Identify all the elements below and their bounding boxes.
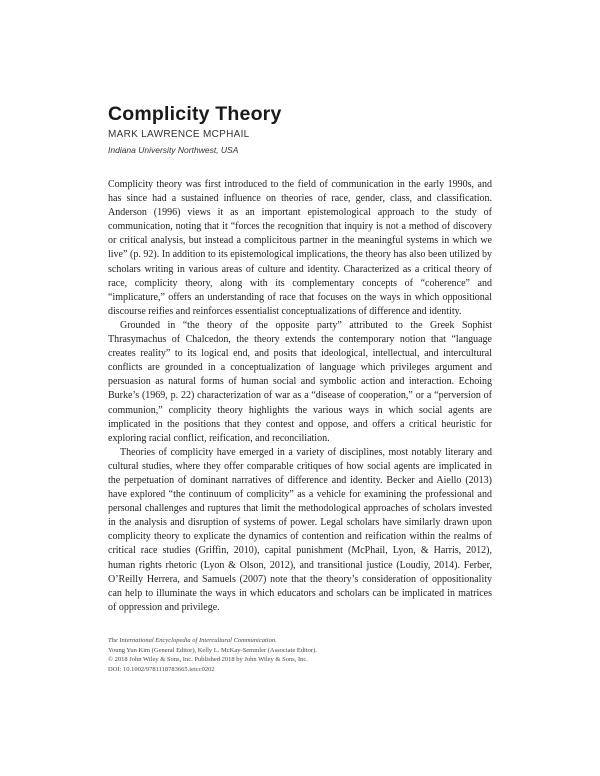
author-affiliation: Indiana University Northwest, USA — [108, 145, 239, 155]
doi-line: DOI: 10.1002/9781118783665.ieicc0202 — [108, 666, 215, 674]
article-body — [108, 178, 492, 615]
author-name: MARK LAWRENCE MCPHAIL — [108, 129, 250, 140]
body-paragraph-3: Theories of complicity have emerged in a variety of disciplines, most notably literary and cultural studies, where they offer comparable critiques of how social agents are implicated in the perpetuation of dominant narratives of difference and identity. Becker and Aiello (2013) have explored “the continuum of complicity” as a vehicle for examining the professional and personal challenges and ruptures that limit the methodological approaches of scholars invested in the analysis and disruption of systems of power. Legal scholars have similarly drawn upon complicity theory to explicate the dynamics of contention and reification within the realms of critical race studies (Griffin, 2010), capital punishment (McPhail, Lyon, & Harris, 2012), human rights rhetoric (Lyon & Olson, 2012), and transitional justice (Loudiy, 2014). Ferber, O’Reilly Herrera, and Samuels (2007) note that the theory’s consideration of oppositionality can help to illuminate the ways in which educators and scholars can be implicated in matrices of oppression and privilege. — [108, 446, 492, 613]
encyclopedia-source: The International Encyclopedia of Intercultural Communication. — [108, 637, 277, 644]
editors-line: Young Yun Kim (General Editor), Kelly L. McKay-Semmler (Associate Editor). — [108, 646, 317, 654]
body-paragraph-2: Grounded in “the theory of the opposite party” attributed to the Greek Sophist Thrasymachus of Chalcedon, the theory extends the contemporary notion that “language creates reality” to its logical end, and posits that ideological, intellectual, and intercultural conflicts are grounded in a conceptualization of language which privileges argument and persuasion as natural forms of human social and symbolic action and interaction. Echoing Burke’s (1969, p. 22) characterization of war as a “disease of cooperation,” or a “perversion of communion,” complicity theory highlights the various ways in which social agents are implicated in the positions that they contest and oppose, and offers a critical heuristic for exploring racial conflict, reification, and reconciliation. — [108, 319, 492, 444]
article-title: Complicity Theory — [108, 103, 282, 125]
body-paragraph-1: Complicity theory was first introduced to the field of communication in the early 1990s, and has since had a sustained influence on theories of race, gender, class, and classification. Anderson (1996) views it as an important epistemological approach to the study of communication, noting that it “forces the recognition that inquiry is not a method of discovery or critical analysis, but instead a complicitous partner in the meaningful systems in which we live” (p. 92). In addition to its epistemological implications, the theory has also been utilized by scholars writing in various areas of culture and identity. Characterized as a critical theory of race, complicity theory, along with its complementary concepts of “coherence” and “implicature,” offers an understanding of race that focuses on the ways in which oppositional discourse reifies and reinforces essentialist conceptualizations of difference and identity. — [108, 179, 492, 317]
copyright-line: © 2018 John Wiley & Sons, Inc. Published 2018 by John Wiley & Sons, Inc. — [108, 656, 308, 664]
citation-footer — [108, 636, 492, 675]
